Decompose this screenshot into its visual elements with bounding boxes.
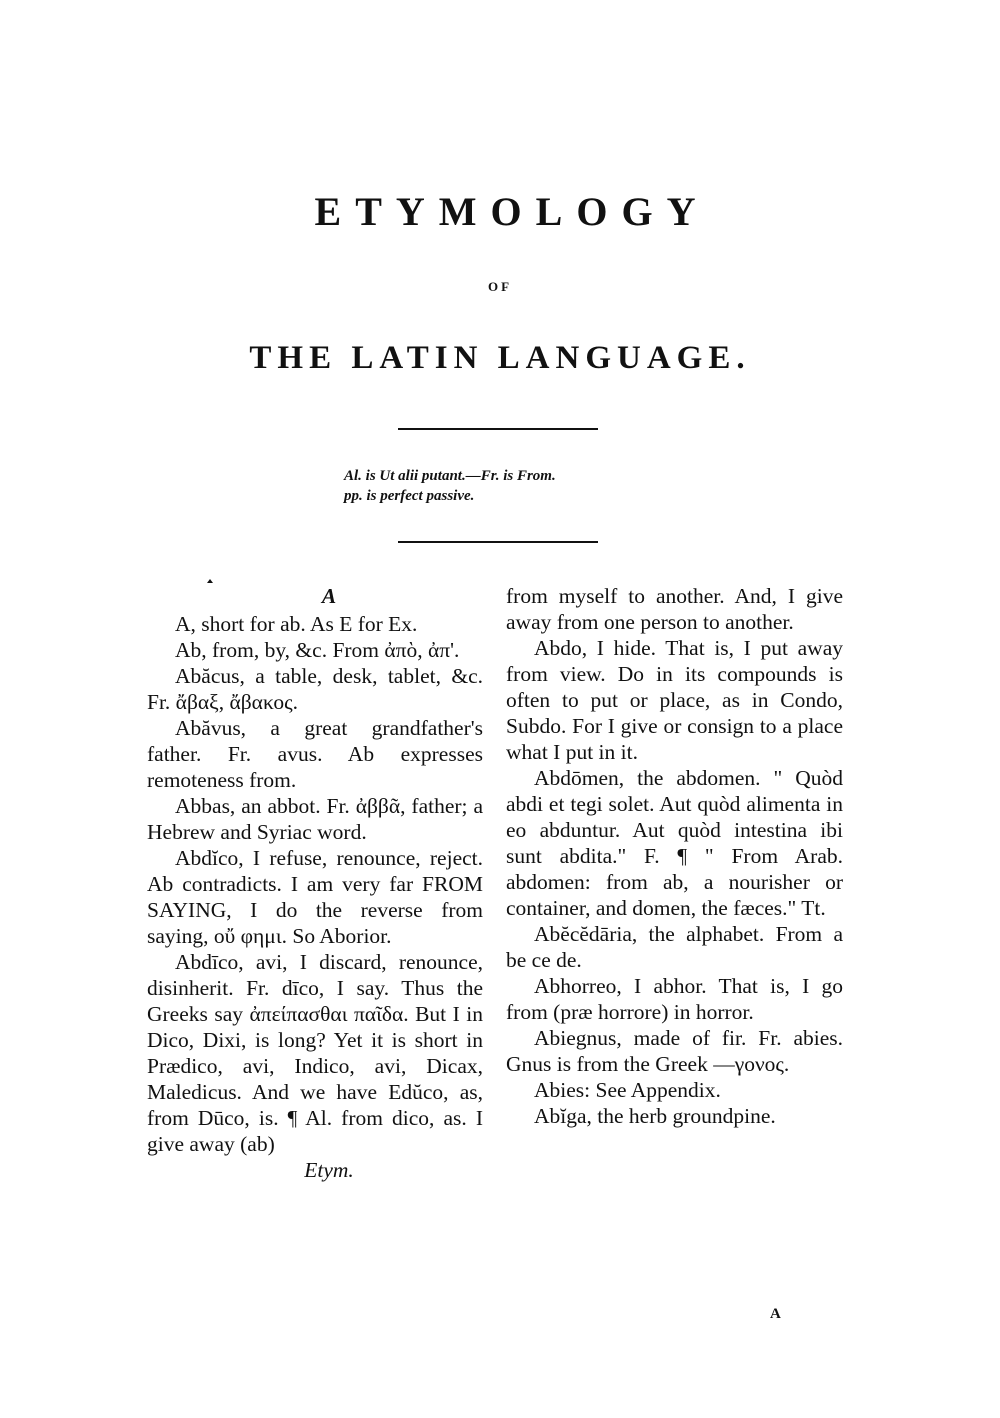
dictionary-entry: Abbas, an abbot. Fr. ἀββᾶ, father; a Hebrew and Syriac word. [147, 794, 483, 844]
top-divider [398, 428, 598, 430]
abbreviation-line: pp. is perfect passive. [344, 488, 475, 504]
bottom-divider [398, 541, 598, 543]
entry-continuation: from myself to another. And, I give away from one person to another. [506, 584, 843, 634]
abbreviation-line: Al. is Ut alii putant.—Fr. is From. [344, 468, 556, 484]
catchword: Etym. [304, 1158, 354, 1182]
dictionary-entry: Abĕcĕdāria, the alphabet. From a be ce de. [506, 922, 843, 972]
dictionary-entry: Abdōmen, the abdomen. " Quòd abdi et tegi solet. Aut quòd alimenta in eo abduntur. Aut quòd intestina ibi sunt abdita." F. ¶ " From Arab. abdomen: from ab, a nourisher or container, and domen, the fæces." Tt. [506, 766, 843, 920]
dictionary-entry: A, short for ab. As E for Ex. [175, 612, 418, 636]
dictionary-entry: Abdo, I hide. That is, I put away from view. Do in its compounds is often to put or place, as in Condo, Subdo. For I give or consign to a place what I put in it. [506, 636, 843, 764]
left-column [147, 583, 483, 1183]
dictionary-entry: Abăvus, a great grandfather's father. Fr. avus. Ab expresses remoteness from. [147, 716, 483, 792]
dictionary-entry: Abăcus, a table, desk, tablet, &c. Fr. ἄβαξ, ἄβακος. [147, 664, 483, 714]
dictionary-entry: Abies: See Appendix. [534, 1078, 721, 1102]
right-column [506, 583, 843, 1129]
dictionary-entry: Ab, from, by, &c. From ἀπὸ, ἀπ'. [175, 638, 460, 662]
dictionary-entry: Abdīco, avi, I discard, renounce, disinherit. Fr. dīco, I say. Thus the Greeks say ἀπείπασθαι παῖδα. But I in Dico, Dixi, is long? Yet it is short in Prædico, avi, Indico, avi, Dicax, Maledicus. And we have Edŭco, as, from Dūco, is. ¶ Al. from dico, as. I give away (ab) [147, 950, 483, 1156]
signature-mark: A [770, 1306, 781, 1322]
abbreviations-note [344, 466, 556, 506]
dictionary-entry: Abdĭco, I refuse, renounce, reject. Ab contradicts. I am very far FROM SAYING, I do the reverse from saying, οὔ φημι. So Aborior. [147, 846, 483, 948]
section-heading: A [321, 584, 337, 608]
page-subtitle: THE LATIN LANGUAGE. [249, 340, 751, 376]
dictionary-entry: Abiegnus, made of fir. Fr. abies. Gnus is from the Greek —γονος. [506, 1026, 843, 1076]
dictionary-entry: Abhorreo, I abhor. That is, I go from (præ horrore) in horror. [506, 974, 843, 1024]
page-title: ETYMOLOGY [314, 189, 710, 234]
title-of: OF [487, 279, 513, 294]
dictionary-entry: Abĭga, the herb groundpine. [534, 1104, 776, 1128]
